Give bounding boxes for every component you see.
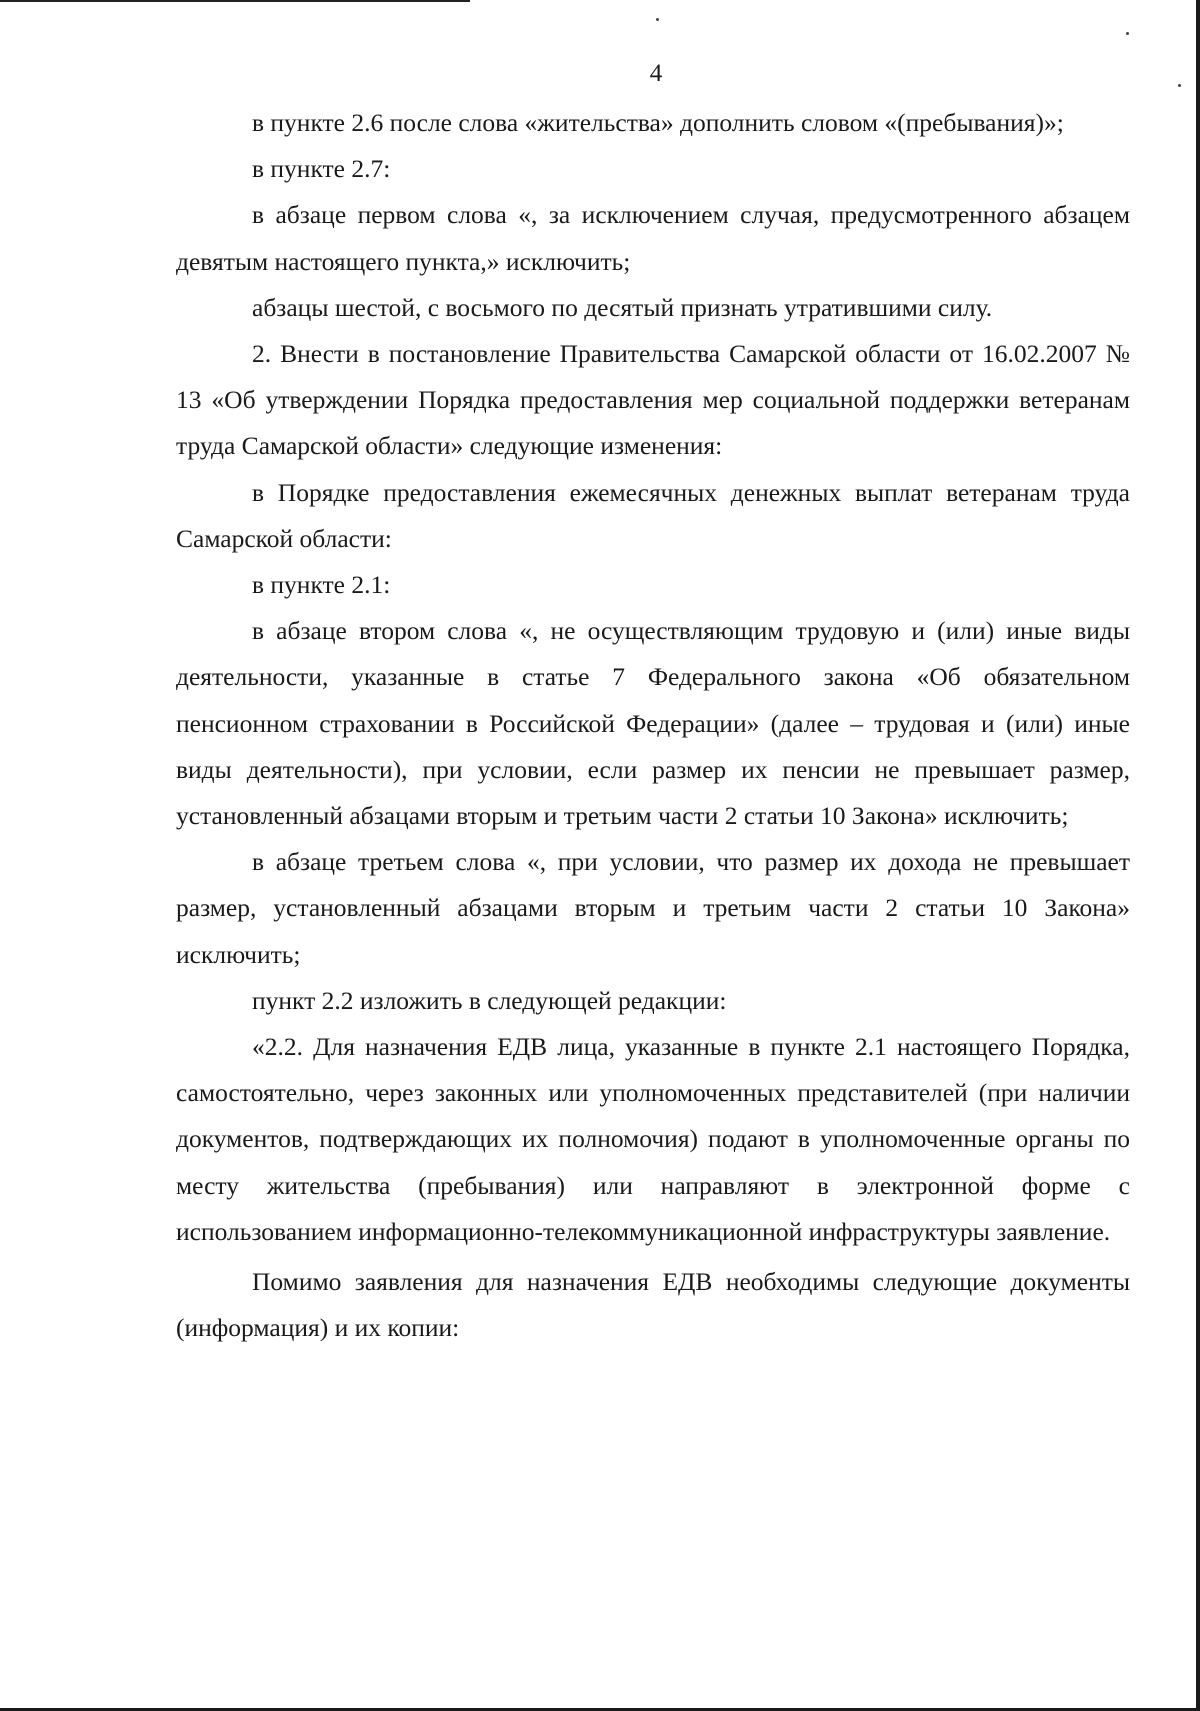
paragraph: в Порядке предоставления ежемесячных денежных выплат ветеранам труда Самарской области: xyxy=(176,477,1130,553)
scan-speck xyxy=(1126,32,1129,35)
paragraph: абзацы шестой, с восьмого по десятый признать утратившими силу. xyxy=(252,292,993,322)
document-body xyxy=(176,100,1130,1351)
page-number: 4 xyxy=(649,60,663,87)
paragraph: в абзаце третьем слова «, при условии, что размер их дохода не превышает размер, установленный абзацами вторым и третьим части 2 статьи 10 Закона» исключить; xyxy=(176,847,1130,969)
paragraph: в пункте 2.6 после слова «жительства» дополнить словом «(пребывания)»; xyxy=(252,108,1064,137)
paragraph: в пункте 2.1: xyxy=(252,570,391,600)
scan-speck xyxy=(656,18,659,21)
paragraph: в абзаце первом слова «, за исключением случая, предусмотренного абзацем девятым настоящего пункта,» исключить; xyxy=(176,200,1130,276)
scan-right-edge xyxy=(1196,0,1200,1711)
paragraph: Помимо заявления для назначения ЕДВ необходимы следующие документы (информация) и их копии: xyxy=(176,1267,1130,1343)
paragraph: в пункте 2.7: xyxy=(252,154,391,184)
paragraph: пункт 2.2 изложить в следующей редакции: xyxy=(252,985,727,1015)
paragraph: в абзаце втором слова «, не осуществляющим трудовую и (или) иные виды деятельности, указанные в статье 7 Федерального закона «Об обязательном пенсионном страховании в Российской Федерации» (далее – трудовая и (или) иные виды деятельности), при условии, если размер их пенсии не превышает размер, установленный абзацами вторым и третьим части 2 статьи 10 Закона» исключить; xyxy=(176,616,1130,831)
top-scan-rule xyxy=(0,0,470,2)
paragraph: «2.2. Для назначения ЕДВ лица, указанные в пункте 2.1 настоящего Порядка, самостоятельно, через законных или уполномоченных представителей (при наличии документов, подтверждающих их полномочия) подают в уполномоченные органы по месту жительства (пребывания) или направляют в электронной форме с использованием информационно-телекоммуникационной инфраструктуры заявление. xyxy=(176,1032,1130,1246)
paragraph: 2. Внести в постановление Правительства Самарской области от 16.02.2007 № 13 «Об утверждении Порядка предоставления мер социальной поддержки ветеранам труда Самарской области» следующие изменения: xyxy=(176,339,1130,461)
